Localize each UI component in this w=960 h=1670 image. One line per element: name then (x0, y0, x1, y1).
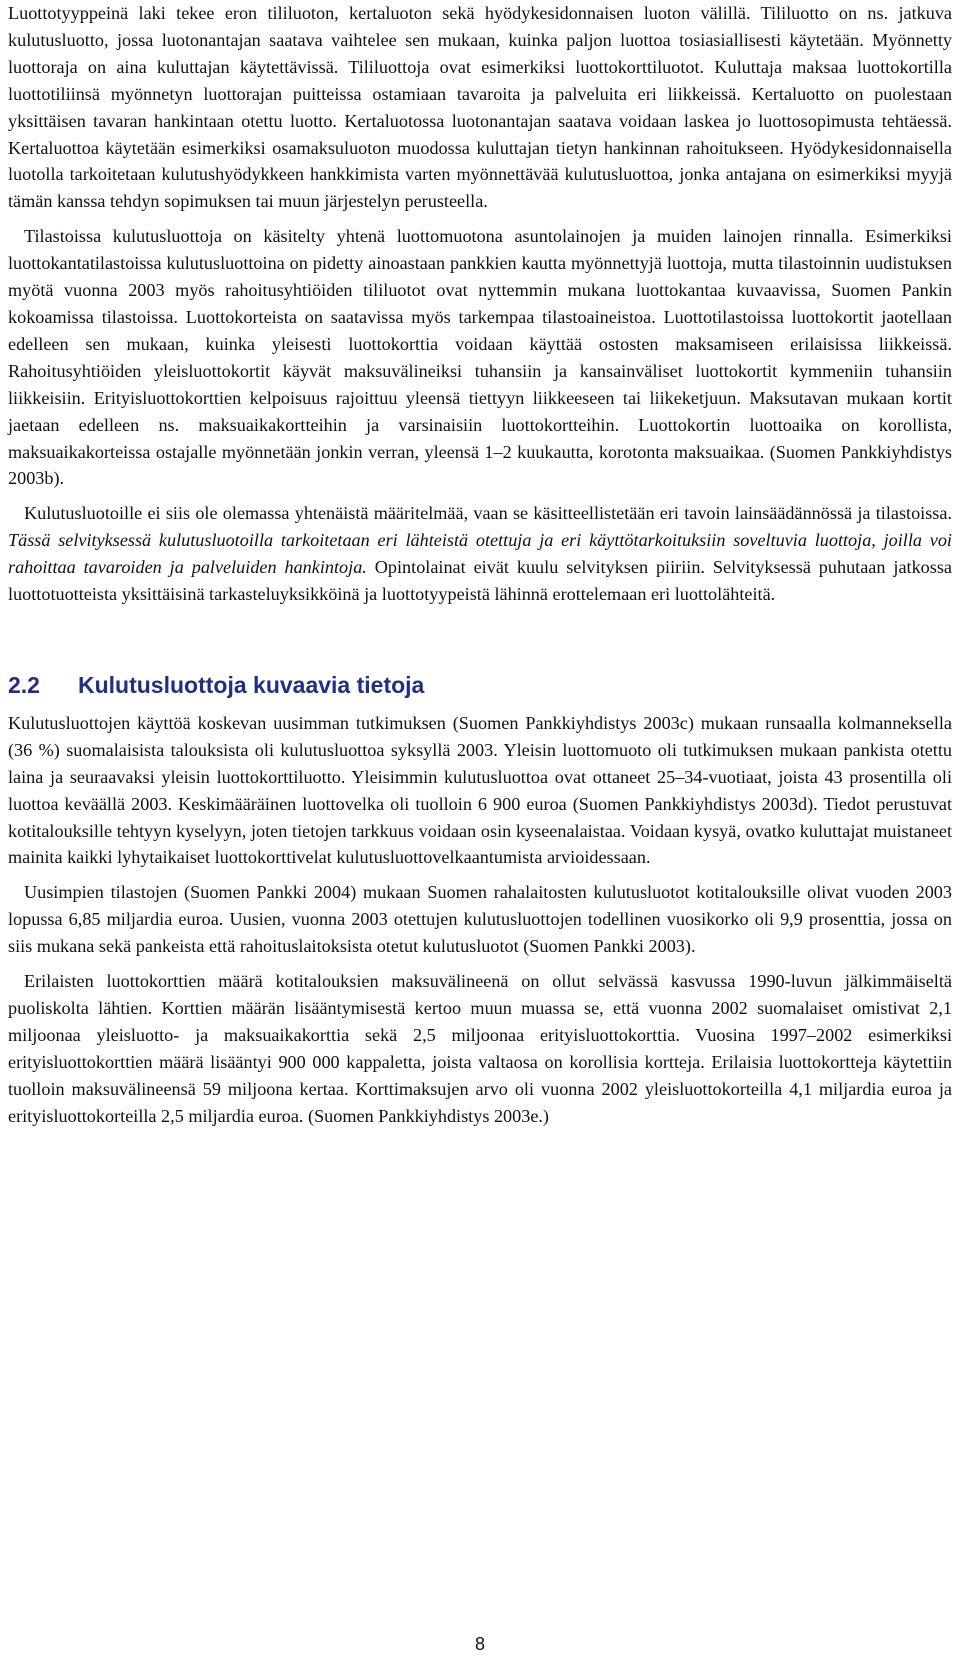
document-page (8, 0, 952, 1138)
paragraph-text: Tilastoissa kulutusluottoja on käsitelty yhtenä luottomuotona asuntolainojen ja muiden lainojen rinnalla. Esimerkiksi luottokantatilastoissa kulutusluottoina on pidetty ainoastaan pankkien kautta myönnettyjä luottoja, mutta tilastoinnin uudistuksen myötä vuonna 2003 myös rahoitusyhtiöiden tililuotot ovat nyttemmin mukana luottokantaa kuvaavissa, Suomen Pankin kokoamissa tilastoissa. Luottokorteista on saatavissa myös tarkempaa tilastoaineistoa. Luottotilastoissa luottokortit jaotellaan edelleen sen mukaan, kuinka yleisesti luottokorttia voidaan käyttää ostosten maksamiseen erilaisissa liikkeissä. Rahoitusyhtiöiden yleisluottokortit käyvät maksuvälineiksi tuhansiin ja kansainväliset luottokortit kymmeniin tuhansiin liikkeisiin. Erityisluottokorttien kelpoisuus rajoittuu yleensä tiettyyn liikkeeseen tai liikeketjuun. Maksutavan mukaan kortit jaetaan edelleen ns. maksuaikakortteihin ja varsinaisiin luottokortteihin. Luottokortin luottoaika on korollista, maksuaikakorteissa ostajalle myönnetään jonkin verran, yleensä 1–2 kuukautta, korotonta maksuaikaa. (Suomen Pankkiyhdistys 2003b). (8, 226, 952, 489)
paragraph-text: Uusimpien tilastojen (Suomen Pankki 2004) mukaan Suomen rahalaitosten kulutusluotot kotitalouksille olivat vuoden 2003 lopussa 6,85 miljardia euroa. Uusien, vuonna 2003 otettujen kulutusluottojen todellinen vuosikorko oli 9,9 prosenttia, jossa on siis mukana sekä pankeista että rahoituslaitoksista otetut kulutusluotot (Suomen Pankki 2003). (8, 882, 952, 957)
paragraph-luottotyypit (8, 0, 952, 215)
paragraph-text: Kulutusluotoille ei siis ole olemassa yhtenäistä määritelmää, vaan se käsitteellistetään eri tavoin lainsäädännössä ja tilastoissa. (24, 503, 952, 524)
section-number: 2.2 (8, 671, 40, 698)
paragraph-text: Opintolainat eivät kuulu selvityksen piiriin. Selvityksessä puhutaan jatkossa luottotuotteista yksittäisinä tarkasteluyksikköinä ja luottotyypeistä lähinnä erottelemaan eri luottolähteitä. (8, 557, 952, 605)
paragraph-emphasis: Tässä selvityksessä kulutusluotoilla tarkoitetaan eri lähteistä otettuja ja eri käyttötarkoituksiin soveltuvia luottoja, joilla voi rahoittaa tavaroiden ja palveluiden hankintoja. (8, 530, 952, 578)
paragraph-maaritelma (8, 500, 952, 608)
paragraph-text: Luottotyyppeinä laki tekee eron tililuoton, kertaluoton sekä hyödykesidonnaisen luoton välillä. Tililuotto on ns. jatkuva kulutusluotto, jossa luotonantajan saatava vaihtelee sen mukaan, kuinka paljon luottoa tosiasiallisesti käytetään. Myönnetty luottoraja on aina kuluttajan käytettävissä. Tililuottoja ovat esimerkiksi luottokorttiluotot. Kuluttaja maksaa luottokortilla luottotiliinsä myönnetyn luottorajan puitteissa ostamiaan tavaroita ja palveluita eri liikkeissä. Kertaluotto on puolestaan yksittäisen tavaran hankintaan otettu luotto. Kertaluotossa luotonantajan saatava voidaan laskea jo luottosopimusta tehtäessä. Kertaluottoa käytetään esimerkiksi osamaksuluoton muodossa kuluttajan tietyn hankinnan rahoitukseen. Hyödykesidonnaisella luotolla tarkoitetaan kulutushyödykkeen hankkimista varten myönnettävää kulutusluottoa, jonka antajana on esimerkiksi myyjä tämän kanssa tehdyn sopimuksen tai muun järjestelyn perusteella. (8, 3, 952, 212)
paragraph-tilastot (8, 223, 952, 492)
paragraph-rahalaitokset (8, 879, 952, 960)
page-number: 8 (474, 1634, 485, 1654)
section-title: Kulutusluottoja kuvaavia tietoja (78, 671, 425, 698)
paragraph-luottokortit (8, 968, 952, 1129)
paragraph-text: Erilaisten luottokorttien määrä kotitalouksien maksuvälineenä on ollut selvässä kasvussa 1990-luvun jälkimmäiseltä puoliskolta lähtien. Korttien määrän lisääntymisestä kertoo muun muassa se, että vuonna 2002 suomalaiset omistivat 2,1 miljoonaa yleisluotto- ja maksuaikakorttia sekä 2,5 miljoonaa erityisluottokorttia. Vuosina 1997–2002 esimerkiksi erityisluottokorttien määrä lisääntyi 900 000 kappaletta, joista valtaosa on korollisia kortteja. Erilaisia luottokortteja käytettiin tuolloin maksuvälineensä 59 miljoona kertaa. Korttimaksujen arvo oli vuonna 2002 yleisluottokorteilla 4,1 miljardia euroa ja erityisluottokorteilla 2,5 miljardia euroa. (Suomen Pankkiyhdistys 2003e.) (8, 971, 952, 1126)
section-heading (8, 670, 952, 700)
paragraph-tutkimus (8, 710, 952, 871)
paragraph-text: Kulutusluottojen käyttöä koskevan uusimman tutkimuksen (Suomen Pankkiyhdistys 2003c) mukaan runsaalla kolmanneksella (36 %) suomalaisista talouksista oli kulutusluottoa syksyllä 2003. Yleisin luottomuoto oli tutkimuksen mukaan pankista otettu laina ja seuraavaksi yleisin luottokorttiluotto. Yleisimmin kulutusluottoa ovat ottaneet 25–34-vuotiaat, joista 43 prosentilla oli luottoa keväällä 2003. Keskimääräinen luottovelka oli tuolloin 6 900 euroa (Suomen Pankkiyhdistys 2003d). Tiedot perustuvat kotitalouksille tehtyyn kyselyyn, joten tietojen tarkkuus voidaan osin kyseenalaistaa. Voidaan kysyä, ovatko kuluttajat muistaneet mainita kaikki lyhytaikaiset luottokorttivelat kulutusluottovelkaantumista arvioidessaan. (8, 712, 952, 868)
